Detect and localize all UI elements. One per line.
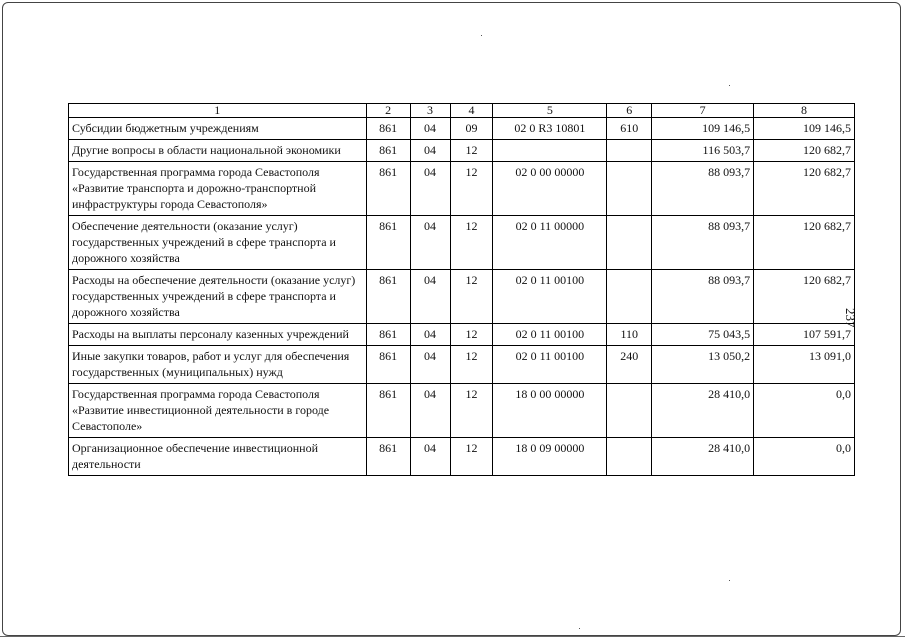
amount-cell: 107 591,7 bbox=[754, 324, 855, 346]
section-cell: 04 bbox=[410, 118, 450, 140]
subsection-cell: 12 bbox=[450, 438, 493, 476]
header-cell: 4 bbox=[450, 104, 493, 118]
amount-cell: 13 050,2 bbox=[652, 346, 754, 384]
section-cell: 04 bbox=[410, 324, 450, 346]
header-cell: 5 bbox=[493, 104, 607, 118]
expense-type-cell: 240 bbox=[607, 346, 652, 384]
amount-cell: 109 146,5 bbox=[652, 118, 754, 140]
amount-cell: 0,0 bbox=[754, 384, 855, 438]
section-cell: 04 bbox=[410, 162, 450, 216]
expense-type-cell: 610 bbox=[607, 118, 652, 140]
expense-type-cell bbox=[607, 140, 652, 162]
expense-type-cell bbox=[607, 270, 652, 324]
expense-type-cell bbox=[607, 162, 652, 216]
target-article-cell: 02 0 11 00100 bbox=[493, 346, 607, 384]
table-row bbox=[69, 270, 855, 324]
header-cell: 8 bbox=[754, 104, 855, 118]
amount-cell: 120 682,7 bbox=[754, 162, 855, 216]
header-cell: 3 bbox=[410, 104, 450, 118]
section-cell: 04 bbox=[410, 270, 450, 324]
section-cell: 04 bbox=[410, 438, 450, 476]
section-cell: 04 bbox=[410, 140, 450, 162]
code-cell: 861 bbox=[366, 324, 410, 346]
amount-cell: 120 682,7 bbox=[754, 270, 855, 324]
table-header-row bbox=[69, 104, 855, 118]
subsection-cell: 12 bbox=[450, 346, 493, 384]
scan-speck bbox=[729, 580, 730, 581]
row-name-cell: Иные закупки товаров, работ и услуг для обеспечения государственных (муниципальных) нужд bbox=[69, 346, 367, 384]
scan-speck bbox=[481, 35, 482, 36]
subsection-cell: 12 bbox=[450, 162, 493, 216]
row-name-cell: Государственная программа города Севастополя «Развитие транспорта и дорожно-транспортной инфраструктуры города Севастополя» bbox=[69, 162, 367, 216]
code-cell: 861 bbox=[366, 118, 410, 140]
subsection-cell: 12 bbox=[450, 270, 493, 324]
row-name-cell: Обеспечение деятельности (оказание услуг) государственных учреждений в сфере транспорта и дорожного хозяйства bbox=[69, 216, 367, 270]
target-article-cell: 02 0 11 00100 bbox=[493, 270, 607, 324]
expense-type-cell bbox=[607, 438, 652, 476]
amount-cell: 0,0 bbox=[754, 438, 855, 476]
subsection-cell: 12 bbox=[450, 384, 493, 438]
amount-cell: 88 093,7 bbox=[652, 162, 754, 216]
amount-cell: 88 093,7 bbox=[652, 270, 754, 324]
target-article-cell: 18 0 00 00000 bbox=[493, 384, 607, 438]
target-article-cell: 02 0 R3 10801 bbox=[493, 118, 607, 140]
target-article-cell: 02 0 00 00000 bbox=[493, 162, 607, 216]
header-cell: 1 bbox=[69, 104, 367, 118]
expense-type-cell bbox=[607, 384, 652, 438]
page-number: 237 bbox=[843, 308, 858, 328]
budget-table bbox=[68, 103, 855, 476]
target-article-cell: 02 0 11 00000 bbox=[493, 216, 607, 270]
code-cell: 861 bbox=[366, 140, 410, 162]
section-cell: 04 bbox=[410, 346, 450, 384]
table-row bbox=[69, 324, 855, 346]
row-name-cell: Расходы на обеспечение деятельности (оказание услуг) государственных учреждений в сфере транспорта и дорожного хозяйства bbox=[69, 270, 367, 324]
amount-cell: 88 093,7 bbox=[652, 216, 754, 270]
table-row bbox=[69, 438, 855, 476]
row-name-cell: Расходы на выплаты персоналу казенных учреждений bbox=[69, 324, 367, 346]
row-name-cell: Другие вопросы в области национальной экономики bbox=[69, 140, 367, 162]
code-cell: 861 bbox=[366, 384, 410, 438]
row-name-cell: Организационное обеспечение инвестиционной деятельности bbox=[69, 438, 367, 476]
expense-type-cell: 110 bbox=[607, 324, 652, 346]
code-cell: 861 bbox=[366, 270, 410, 324]
bottom-scan-edge bbox=[0, 636, 905, 637]
amount-cell: 109 146,5 bbox=[754, 118, 855, 140]
target-article-cell bbox=[493, 140, 607, 162]
amount-cell: 120 682,7 bbox=[754, 140, 855, 162]
target-article-cell: 02 0 11 00100 bbox=[493, 324, 607, 346]
amount-cell: 28 410,0 bbox=[652, 384, 754, 438]
amount-cell: 116 503,7 bbox=[652, 140, 754, 162]
table-row bbox=[69, 140, 855, 162]
section-cell: 04 bbox=[410, 216, 450, 270]
expense-type-cell bbox=[607, 216, 652, 270]
section-cell: 04 bbox=[410, 384, 450, 438]
code-cell: 861 bbox=[366, 216, 410, 270]
scan-speck bbox=[729, 85, 730, 86]
table-row bbox=[69, 216, 855, 270]
subsection-cell: 12 bbox=[450, 324, 493, 346]
table-row bbox=[69, 118, 855, 140]
header-cell: 6 bbox=[607, 104, 652, 118]
row-name-cell: Субсидии бюджетным учреждениям bbox=[69, 118, 367, 140]
table-row bbox=[69, 384, 855, 438]
amount-cell: 120 682,7 bbox=[754, 216, 855, 270]
code-cell: 861 bbox=[366, 162, 410, 216]
amount-cell: 13 091,0 bbox=[754, 346, 855, 384]
amount-cell: 28 410,0 bbox=[652, 438, 754, 476]
header-cell: 7 bbox=[652, 104, 754, 118]
table-row bbox=[69, 346, 855, 384]
scan-speck bbox=[579, 628, 580, 629]
subsection-cell: 12 bbox=[450, 216, 493, 270]
amount-cell: 75 043,5 bbox=[652, 324, 754, 346]
header-cell: 2 bbox=[366, 104, 410, 118]
subsection-cell: 12 bbox=[450, 140, 493, 162]
table-row bbox=[69, 162, 855, 216]
code-cell: 861 bbox=[366, 346, 410, 384]
code-cell: 861 bbox=[366, 438, 410, 476]
row-name-cell: Государственная программа города Севастополя «Развитие инвестиционной деятельности в городе Севастополе» bbox=[69, 384, 367, 438]
subsection-cell: 09 bbox=[450, 118, 493, 140]
target-article-cell: 18 0 09 00000 bbox=[493, 438, 607, 476]
